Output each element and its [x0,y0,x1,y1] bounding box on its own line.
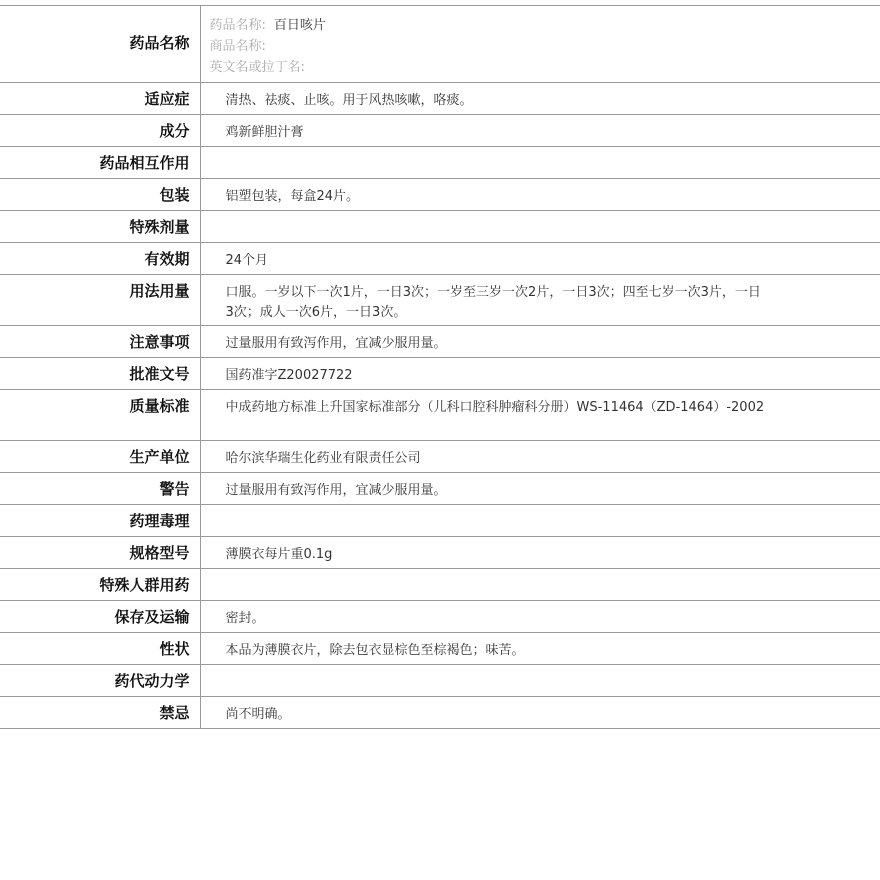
row-value: 国药准字Z20027722 [225,368,353,383]
table-row-usage-dosage [0,275,880,326]
row-label: 保存及运输 [0,601,200,633]
table-row-interactions [0,147,880,179]
table-row-special-populations [0,569,880,601]
row-value: 过量服用有致泻作用，宜减少服用量。 [225,483,447,498]
row-value: 鸡新鲜胆汁膏 [225,125,304,140]
table-row-drug-name [0,6,880,83]
generic-name-line [210,15,880,36]
drug-name-cell [200,6,880,83]
row-label: 特殊人群用药 [0,569,200,601]
table-row-storage [0,601,880,633]
english-name-line [210,57,880,78]
row-value: 尚不明确。 [225,707,291,722]
table-row-special-dosage [0,211,880,243]
row-label: 禁忌 [0,697,200,729]
row-label: 药品相互作用 [0,147,200,179]
table-row-ingredients [0,115,880,147]
table-row-quality-standard [0,390,880,441]
row-label: 规格型号 [0,537,200,569]
table-row-packaging [0,179,880,211]
table-row-warning [0,473,880,505]
row-label: 成分 [0,115,200,147]
table-row-pharmacokinetics [0,665,880,697]
row-label: 警告 [0,473,200,505]
row-label: 性状 [0,633,200,665]
row-label: 批准文号 [0,358,200,390]
table-row-pharmacology [0,505,880,537]
row-label: 包装 [0,179,200,211]
row-label: 适应症 [0,83,200,115]
table-row-specification [0,537,880,569]
row-value: 口服。一岁以下一次1片，一日3次；一岁至三岁一次2片，一日3次；四至七岁一次3片，一日3次；成人一次6片，一日3次。 [225,285,761,320]
generic-name-value: 百日咳片 [273,18,326,33]
row-value: 铝塑包装，每盒24片。 [225,189,360,204]
table-row-contraindications [0,697,880,729]
row-value: 24个月 [225,253,269,268]
table-row-shelf-life [0,243,880,275]
drug-spec-table [0,5,880,729]
row-label: 用法用量 [0,275,200,326]
table-row-manufacturer [0,441,880,473]
row-value: 薄膜衣每片重0.1g [225,547,333,562]
row-value: 本品为薄膜衣片，除去包衣显棕色至棕褐色；味苦。 [225,643,525,658]
row-label: 注意事项 [0,326,200,358]
row-value: 过量服用有致泻作用，宜减少服用量。 [225,336,447,351]
table-row-description [0,633,880,665]
row-label: 生产单位 [0,441,200,473]
generic-name-label: 药品名称: [209,18,266,33]
row-label: 有效期 [0,243,200,275]
row-label: 药代动力学 [0,665,200,697]
english-name-label: 英文名或拉丁名: [209,60,305,75]
row-value: 密封。 [225,611,265,626]
table-row-approval-number [0,358,880,390]
row-value: 哈尔滨华瑞生化药业有限责任公司 [225,451,421,466]
table-row-precautions [0,326,880,358]
row-value: 清热、祛痰、止咳。用于风热咳嗽，咯痰。 [225,93,473,108]
row-value: 中成药地方标准上升国家标准部分（儿科口腔科肿瘤科分册）WS-11464（ZD-1464）-2002 [225,400,765,415]
table-row-indications [0,83,880,115]
row-label-drug-name: 药品名称 [0,6,200,83]
row-label: 药理毒理 [0,505,200,537]
trade-name-line [210,36,880,57]
row-label: 质量标准 [0,390,200,441]
trade-name-label: 商品名称: [209,39,266,54]
row-label: 特殊剂量 [0,211,200,243]
